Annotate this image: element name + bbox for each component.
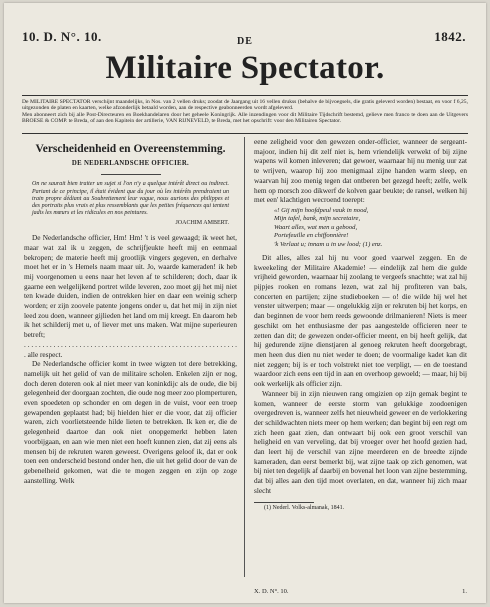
masthead-title: Militaire Spectator. <box>105 50 385 86</box>
article-title: DE NEDERLANDSCHE OFFICIER. <box>71 159 190 167</box>
notice-paragraph: De MILITAIRE SPECTATOR verschijnt maandelijks, in Nos. van 2 vellen druks; zoodat de Jaargang uit 16 vellen drukss (behalve de bijvoegsels, die gratis geleverd worden) bestaat, en voor f 6,25, uitgezonden de platen en kaarten, welke afzonderlijk betaald worden, aan de respective geabonneerden wordt afgeleverd. <box>22 99 468 112</box>
ellipsis-line: . . . . . . . . . . . . . . . . . . . . . . . . . . . . . . . . . . . . . . . . . . . . . . . . . . . . . . . . . . . alle respect. <box>24 339 237 359</box>
footnote-rule <box>254 502 314 503</box>
left-column <box>24 137 237 582</box>
article-paragraph: eene zeligheid voor den gewezen onder-officier, wanneer de sergeant-majoor, indien hij dit zelf niet is, hem vriendelijk verwekt of bij zijne wapens wil komen inleveren; dat gewoer, waarnaar hij nu menig uur zat te wrijven, waarop hij zoo menigmaal zijne handen warm sleep, en waarvan hij zoo menig tegen dat ontberen bet gezegd heeft; zelfe, welk hem op morsch zoo dikwerf de kolven gaar beukte; de ransel, welken hij met een' klachtigen wecroend toerept: <box>254 137 467 205</box>
right-column <box>254 137 467 582</box>
poem-line: Mijn tafel, bank, mijn secretaire, <box>274 215 361 223</box>
poem-line: Waart alles, wat men u gebood, <box>274 223 358 231</box>
article-paragraph: Dit alles, alles zal hij nu voor goed vaarwel zeggen. En de kweekeling der Militaire Akademie! — eindelijk zal hem die gulde vrijheid geworden, waarnaar hij zoolang te vergeefs snachtte; wat zal hij pijpjes rooken en romans lezen, wat zal hij profiteren van bals, concerten en partijen; zijne studieboeken — o! die wilde hij wel het venster uitwerpen; maar — ongelukkig zijn er rekruten bij het korps, en dan beginnen de voor hem reeds gewoonde drilmanieren! Niets is meer geschikt om het enthusiasme der pas aangestelde officieren neer te zetten dan dit; de gewezen onder-officier meent, en bij heeft gelijk, dat hij gedurende zijne dienstjaren al genoeg rekruten heeft doorgebragt, men heen dus dien nu niet weder te doen; de voormalige kadet kan dit niet zeggen; bij is er toch volstrekt niet toe verpligt, — en de toestand waardoor zich eens een tijd in aan en overhoop gewoeld; — maar, hij bij ook werkelijk als officier zijn. <box>254 252 467 389</box>
page-number: 1. <box>462 588 467 595</box>
newspaper-page <box>4 3 486 603</box>
poem-line: 'k Verlaat u; innam u in uw lood; (1) enz. <box>274 240 383 248</box>
year: 1842. <box>434 29 466 44</box>
poem-line: Portefeuille en chiffonnière! <box>274 232 349 240</box>
page-footer <box>254 588 467 595</box>
column-divider <box>244 137 245 577</box>
pre-title: DE <box>237 36 253 47</box>
epigraph-signature: JOACHIM AMBERT. <box>175 220 229 227</box>
article-paragraph: De Nederlandsche officier, Hm! Hm! 't is veel gewaagd; ik weet het, maar wat zal ik u zeggen, de schrijfjeukte heeft mij en eenmaal bekropen; de materie heeft mij grootlijk vingers gegeven, en derhalve moet het er in 's Hemels naam maar uit. Jo, waarde kameraden! ik heb mij voorgenomen u eens naar het leven af te schilderen; doch, daar ik gaarne een welgelijkend portret wilde leveren, zoo moet gij het mij niet ten kwade duiden, indien de ontrekken hier en daar een weinig scherp worden; er zijn zoovele patente jongens onder u, dat het mij in zijn niet leed zou doen, wanneer gijlieden het land om mij kreegt. En daarom heb ik het schilderij met u, of liever met uns maken. Wat mijne superieuren betreft; <box>24 233 237 340</box>
issue-number: 10. D. N°. 10. <box>22 29 102 44</box>
subscription-notice <box>22 99 468 125</box>
title-rule <box>101 174 161 175</box>
masthead-rule-top <box>22 95 468 96</box>
article-paragraph: Wanneer bij in zijn nieuwen rang omgizien op zijn gemak begint te komen, wanneer de eerste storm van gelukkige zoodoenigen overgedreven is, wanneer zelfs het nieuwheid geweer en de verlokkering der schildwachten niets meer op hem werken; dan begint bij een regt om zich heen gaat zien, dan ontwaart bij ook een groot verschil van heligheid en van verveling, dat bij vroeger over het hoofd gezien had, dan leert hij de verschil van zijne meerderen en de breedte zijnde kameraden, dan eerst bemerkt bij, wat zijne taak op zich genomen, wat bij niet ten degelijk af daarbij en bovenal het loon van zijne bestemming, dat bij alles aan den tijd moet overlaten, en dat, wanneer hij zich maar slecht <box>254 388 467 495</box>
poem-line: «! Gij mijn hoofdpeul vauk in nood, <box>274 206 369 214</box>
masthead-rule-bottom <box>22 133 468 134</box>
footnote: (1) Nederl. Volks-almanak, 1841. <box>264 504 345 511</box>
poem <box>274 207 467 249</box>
epigraph: On ne saurait bien traiter un sujet si l'on n'y a quelque intérêt direct ou indirect. Partant de ce principe, il était évident que du jour où les intérêts prendraient un train propre dédiant au Soubrettement leur vague, nous aurions des philippes et des portraits plus vrais et plus ressemblants que les petites fréquences qui tentent jadis les mœurs et les ridicules en nos peintures. <box>32 181 229 217</box>
article-paragraph: De Nederlandsche officier komt in twee wigzen tot dere betrekking, namelijk uit het gelid of van de militaire scholen. Enkelen zijn er nog, doch deren doteren ook al niet meer van koninkdijc als de oude, die bij gelegenheid der doorgaan zochten, die oude nog meer zoo plomperturen, even spoedeten op schonder en om degen in de vuist, voor een troep gewapenden geplaatst had; bij hielden hier er die voor, dat zij officier waren, zich voorlietsteende hilde lieten te betrekken. Ik ken er, die de gelegenheid daartoe dan ook niet onopgemerkt hebben laten voorbijgaan, en aan wie men niet een hoeft kunnen zien, dat zij eens als mensen bij de rekruten waren geweest. Overigens geloof ik, dat er ook toen een onderscheid bestond onder hen, die uit het gelid door de van de gebenelheid gekomen, wat die te mogen zeggen en zijn op zoge aanstelling. Welk <box>24 359 237 485</box>
section-title: Verscheidenheid en Overeenstemming. <box>35 143 226 155</box>
notice-paragraph: Men abonneert zich bij alle Post-Directeuren en Boekhandelaren door het geheele Koningrijk. Alle inzendingen voor dit Militaire Tijdschrift bestemd, gelieve men franco te doen aan de Uitgevers BROESE & COMP. te Breda, of aan den Kapitein der artillerie, VAN RIJNEVELD, te Breda, met het opschrift: voor den Militairen Spectator. <box>22 111 468 125</box>
footer-issue: X. D. N°. 10. <box>254 588 289 595</box>
